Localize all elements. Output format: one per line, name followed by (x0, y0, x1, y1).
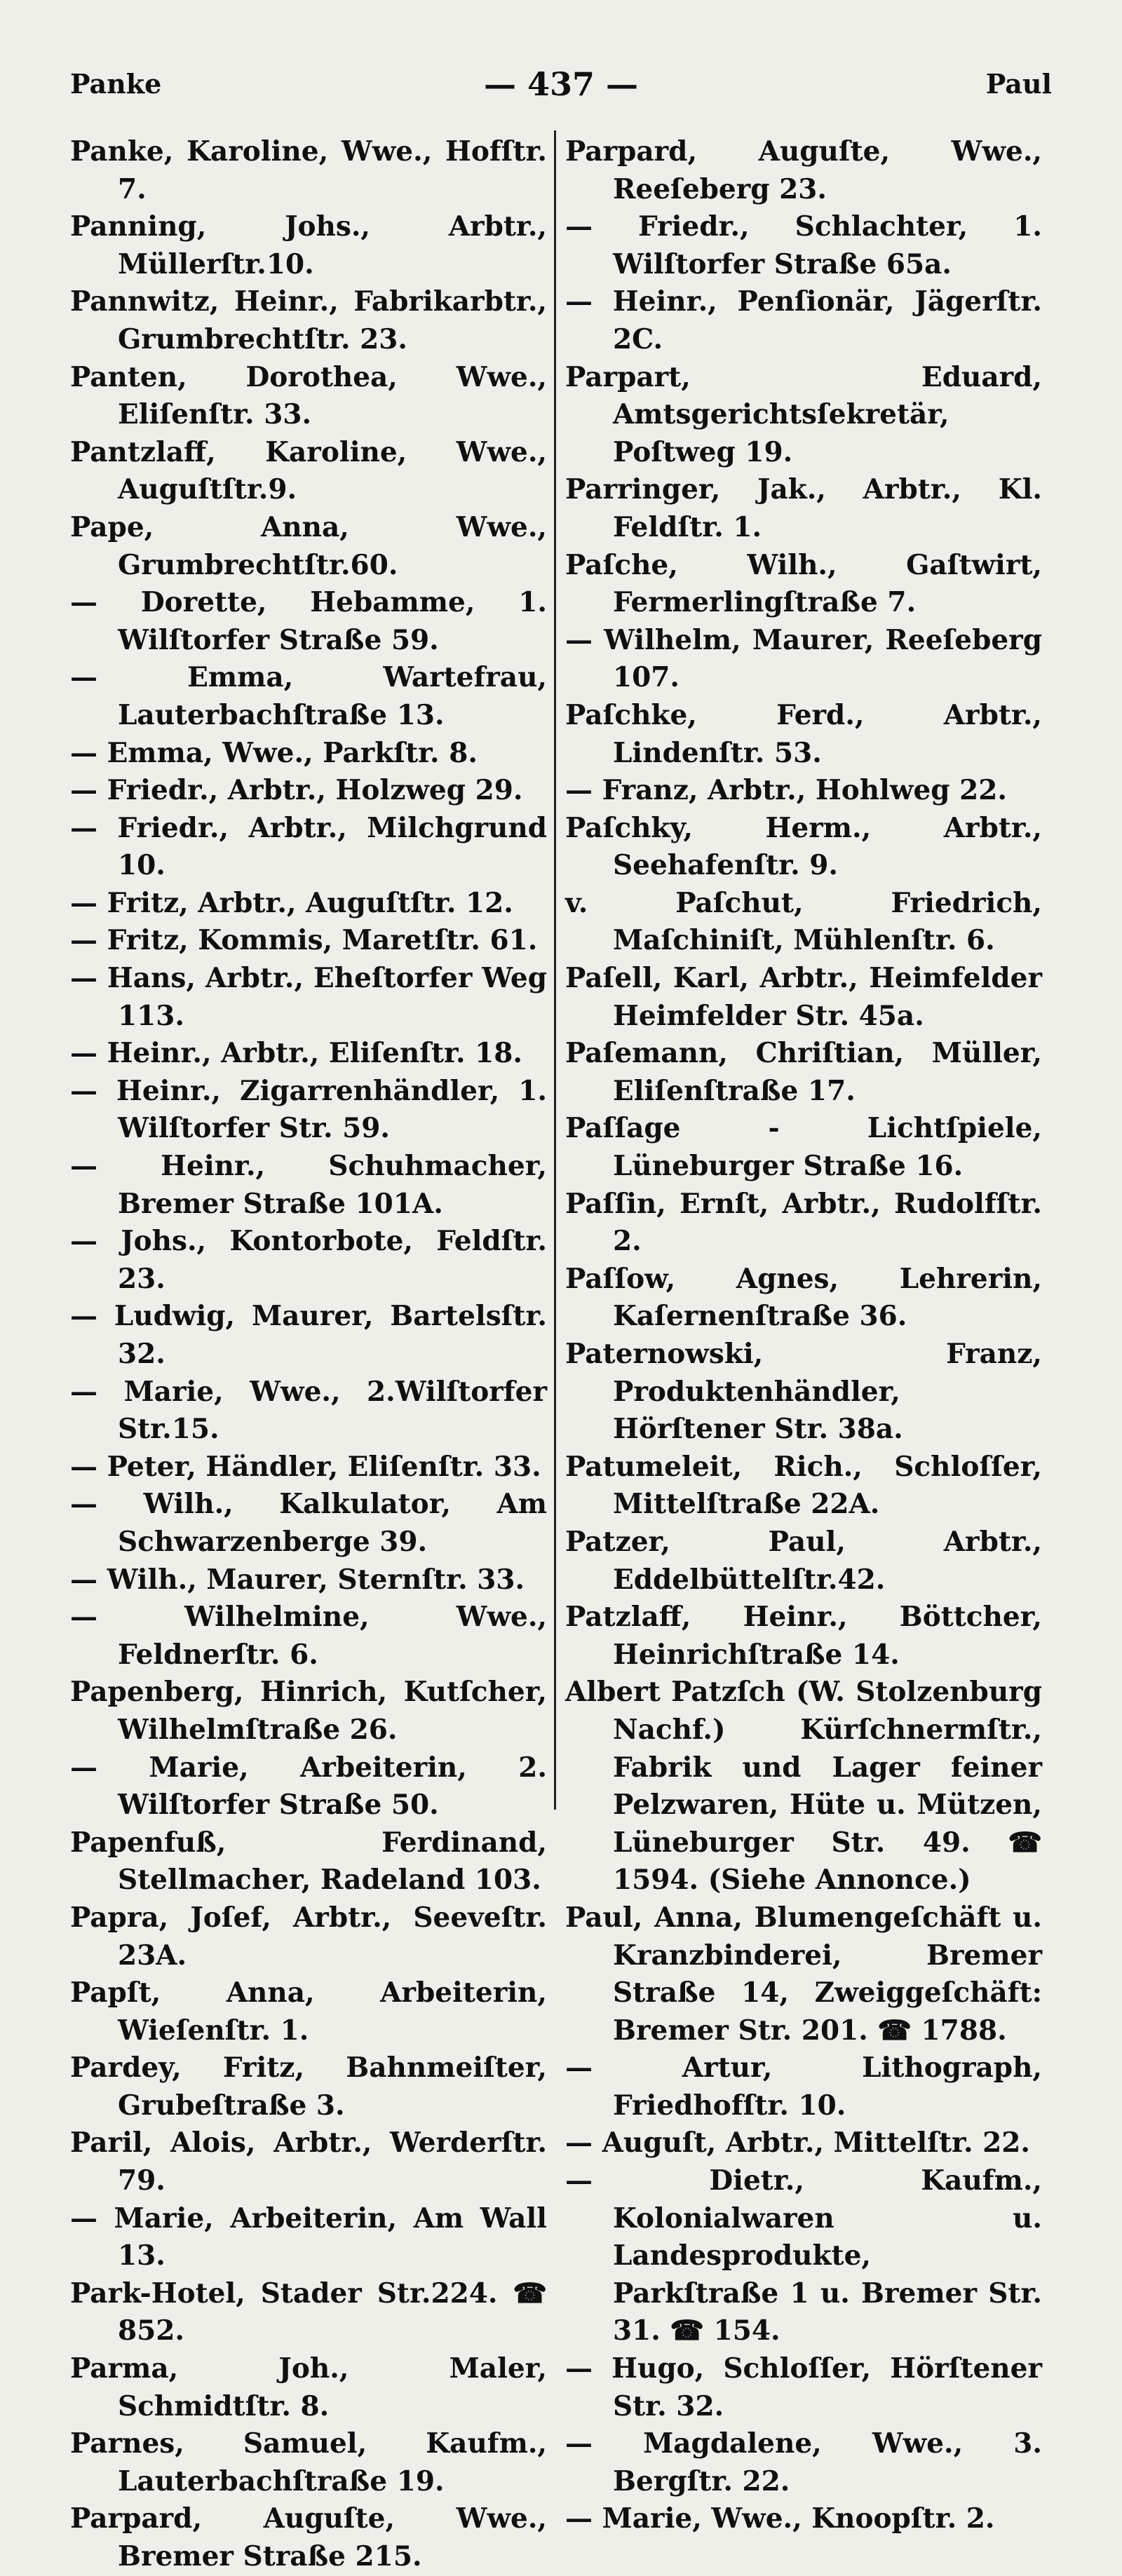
directory-entry: — Hans, Arbtr., Eheſtorfer Weg 113. (70, 962, 547, 1032)
directory-entry: Paſchke, Ferd., Arbtr., Lindenſtr. 53. (565, 698, 1042, 769)
directory-entry: — Wilh., Maurer, Sternſtr. 33. (70, 1563, 525, 1596)
directory-entry: Papenberg, Hinrich, Kutſcher, Wilhelmſtraße 26. (70, 1676, 547, 1746)
directory-entry: Paul, Anna, Blumengeſchäft u. Kranzbinderei, Bremer Straße 14, Zweiggeſchäft: Bremer Str. 201. ☎ 1788. (565, 1901, 1042, 2047)
running-head-right: Paul (985, 68, 1052, 100)
directory-entry: Parringer, Jak., Arbtr., Kl. Feldſtr. 1. (565, 473, 1042, 543)
left-column (70, 133, 547, 2576)
directory-entry: Park-Hotel, Stader Str.224. ☎ 852. (70, 2277, 547, 2347)
directory-entry: — Emma, Wwe., Parkſtr. 8. (70, 736, 478, 769)
directory-entry: — Artur, Lithograph, Friedhofſtr. 10. (565, 2052, 1042, 2122)
directory-entry: Parpart, Eduard, Amtsgerichtsſekretär, Poſtweg 19. (565, 360, 1042, 468)
directory-entry: Panke, Karoline, Wwe., Hofſtr. 7. (70, 135, 547, 205)
directory-entry: — Friedr., Arbtr., Holzweg 29. (70, 774, 523, 807)
directory-entry: Parma, Joh., Maler, Schmidtſtr. 8. (70, 2352, 547, 2422)
directory-entry: Patzlaff, Heinr., Böttcher, Heinrichſtraße 14. (565, 1601, 1042, 1671)
directory-entry: Papſt, Anna, Arbeiterin, Wieſenſtr. 1. (70, 1977, 547, 2047)
directory-entry: Papenfuß, Ferdinand, Stellmacher, Radeland 103. (70, 1826, 547, 1897)
directory-entry: — Auguſt, Arbtr., Mittelſtr. 22. (565, 2127, 1030, 2160)
directory-entry: Paſemann, Chriſtian, Müller, Eliſenſtraße 17. (565, 1037, 1042, 1107)
directory-entry: — Heinr., Zigarrenhändler, 1. Wilſtorfer Str. 59. (70, 1074, 547, 1145)
directory-entry: Parpard, Auguſte, Wwe., Reeſeberg 23. (565, 135, 1042, 205)
directory-entry: Paſſow, Agnes, Lehrerin, Kaſernenſtraße 36. (565, 1262, 1042, 1333)
directory-entry: Parnes, Samuel, Kaufm., Lauterbachſtraße 19. (70, 2427, 547, 2497)
directory-entry: Pape, Anna, Wwe., Grumbrechtſtr.60. (70, 510, 547, 581)
directory-entry: — Marie, Arbeiterin, 2. Wilſtorfer Straße 50. (70, 1751, 547, 1822)
directory-entry: — Fritz, Arbtr., Auguſtſtr. 12. (70, 886, 513, 919)
directory-entry: Panning, Johs., Arbtr., Müllerſtr.10. (70, 210, 547, 280)
directory-entry: — Peter, Händler, Eliſenſtr. 33. (70, 1450, 541, 1483)
directory-entry: Pantzlaff, Karoline, Wwe., Auguſtſtr.9. (70, 435, 547, 506)
directory-entry: Pannwitz, Heinr., Fabrikarbtr., Grumbrechtſtr. 23. (70, 285, 547, 355)
column-divider (554, 130, 556, 1810)
directory-entry: — Marie, Arbeiterin, Am Wall 13. (70, 2202, 547, 2272)
directory-entry: Pardey, Fritz, Bahnmeiſter, Grubeſtraße 3. (70, 2052, 547, 2122)
running-head-left: Panke (70, 68, 162, 100)
directory-entry: — Emma, Wartefrau, Lauterbachſtraße 13. (70, 661, 547, 731)
directory-entry: — Johs., Kontorbote, Feldſtr. 23. (70, 1225, 547, 1295)
directory-entry: v. Paſchut, Friedrich, Maſchiniſt, Mühlenſtr. 6. (565, 886, 1042, 957)
directory-entry: Patzer, Paul, Arbtr., Eddelbüttelſtr.42. (565, 1525, 1042, 1596)
directory-entry: Paternowski, Franz, Produktenhändler, Hörſtener Str. 38a. (565, 1338, 1042, 1446)
directory-entry: Paril, Alois, Arbtr., Werderſtr. 79. (70, 2127, 547, 2197)
directory-entry: Panten, Dorothea, Wwe., Eliſenſtr. 33. (70, 360, 547, 431)
directory-entry: Paſſin, Ernſt, Arbtr., Rudolfſtr. 2. (565, 1187, 1042, 1258)
directory-entry: — Fritz, Kommis, Maretſtr. 61. (70, 924, 538, 957)
directory-entry: — Friedr., Schlachter, 1. Wilſtorfer Straße 65a. (565, 210, 1042, 280)
directory-entry: — Franz, Arbtr., Hohlweg 22. (565, 774, 1007, 807)
page-number: — 437 — (483, 65, 639, 103)
directory-entry: Parpard, Auguſte, Wwe., Bremer Straße 215. (70, 2502, 547, 2572)
directory-entry: — Wilhelmine, Wwe., Feldnerſtr. 6. (70, 1601, 547, 1671)
directory-entry: — Wilhelm, Maurer, Reeſeberg 107. (565, 623, 1042, 694)
directory-entry: Patumeleit, Rich., Schloſſer, Mittelſtraße 22A. (565, 1450, 1042, 1521)
directory-entry: Paſchky, Herm., Arbtr., Seehafenſtr. 9. (565, 811, 1042, 882)
right-column (565, 133, 1042, 2538)
directory-entry: Paſell, Karl, Arbtr., Heimfelder Heimfelder Str. 45a. (565, 962, 1042, 1032)
directory-entry: — Ludwig, Maurer, Bartelsſtr. 32. (70, 1300, 547, 1370)
directory-entry: — Friedr., Arbtr., Milchgrund 10. (70, 811, 547, 882)
directory-entry: Papra, Joſef, Arbtr., Seeveſtr. 23A. (70, 1901, 547, 1972)
directory-entry: — Marie, Wwe., 2.Wilſtorfer Str.15. (70, 1375, 547, 1446)
directory-entry: — Heinr., Penſionär, Jägerſtr. 2C. (565, 285, 1042, 355)
directory-entry: — Heinr., Schuhmacher, Bremer Straße 101A. (70, 1150, 547, 1220)
directory-entry: — Hugo, Schloſſer, Hörſtener Str. 32. (565, 2352, 1042, 2422)
directory-entry: — Dorette, Hebamme, 1. Wilſtorfer Straße 59. (70, 586, 547, 656)
directory-entry: — Wilh., Kalkulator, Am Schwarzenberge 39. (70, 1488, 547, 1558)
directory-entry: Paſche, Wilh., Gaſtwirt, Fermerlingſtraße 7. (565, 548, 1042, 619)
directory-entry: Albert Patzſch (W. Stolzenburg Nachf.) Kürſchnermſtr., Fabrik und Lager feiner Pelzwaren, Hüte u. Mützen, Lüneburger Str. 49. ☎ 1594. (Siehe Annonce.) (565, 1676, 1042, 1897)
directory-entry: Paſſage - Lichtſpiele, Lüneburger Straße 16. (565, 1112, 1042, 1183)
directory-entry: — Heinr., Arbtr., Eliſenſtr. 18. (70, 1037, 522, 1070)
directory-entry: — Marie, Wwe., Knoopſtr. 2. (565, 2502, 995, 2535)
directory-entry: — Dietr., Kaufm., Kolonialwaren u. Landesprodukte, Parkſtraße 1 u. Bremer Str. 31. ☎ 154. (565, 2164, 1042, 2347)
directory-entry: — Magdalene, Wwe., 3. Bergſtr. 22. (565, 2427, 1042, 2497)
